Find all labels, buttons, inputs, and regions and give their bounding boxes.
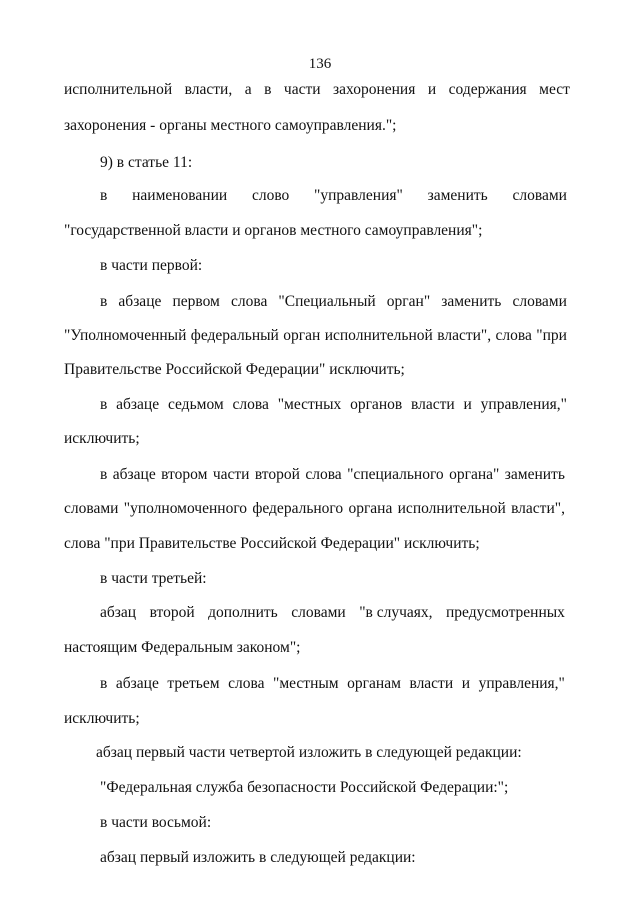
word: абзац	[100, 604, 137, 621]
word: в	[100, 396, 108, 413]
word: в	[100, 187, 108, 204]
word: в	[100, 466, 108, 483]
word: "местным	[273, 675, 339, 692]
word: федерального	[252, 500, 344, 517]
word: мест	[539, 81, 570, 98]
text-line: "государственной власти и органов местного самоуправления";	[64, 222, 483, 239]
text-line	[100, 465, 565, 485]
word: и	[427, 81, 437, 98]
text-line: в части первой:	[100, 257, 203, 274]
word: абзаце	[115, 675, 159, 692]
word: власти",	[437, 327, 492, 344]
text-line	[100, 674, 565, 694]
word: слова	[230, 293, 268, 310]
text-line: слова "при Правительстве Российской Федерации" исключить;	[64, 535, 480, 552]
word: наименовании	[132, 187, 228, 204]
word: "Специальный	[278, 293, 376, 310]
text-line: исключить;	[64, 430, 140, 447]
word: предусмотренных	[446, 604, 565, 621]
word: органам	[347, 675, 401, 692]
word: абзаце	[116, 396, 160, 413]
word: в	[100, 293, 108, 310]
word: слова	[305, 466, 342, 483]
word: слова	[495, 327, 532, 344]
word: слова	[228, 675, 265, 692]
word: власти,	[184, 81, 233, 98]
word: "специального	[347, 466, 444, 483]
word: власти	[409, 675, 454, 692]
word: второй	[149, 604, 195, 621]
word: в	[100, 675, 108, 692]
word: управления,"	[480, 396, 567, 413]
text-line	[64, 499, 565, 519]
word: и	[461, 675, 470, 692]
word: "управления"	[314, 187, 403, 204]
word: управления,"	[478, 675, 565, 692]
word: части	[283, 81, 321, 98]
word: "уполномоченного	[123, 500, 248, 517]
text-line	[64, 326, 567, 346]
word: первом	[172, 293, 220, 310]
text-line	[100, 186, 567, 206]
section-heading: 9) в статье 11:	[100, 154, 193, 171]
word: "местных	[277, 396, 342, 413]
word: заменить	[441, 293, 502, 310]
word: орган"	[386, 293, 431, 310]
word: заменить	[427, 187, 488, 204]
word: слово	[251, 187, 290, 204]
word: исполнительной	[64, 81, 173, 98]
text-line: Правительстве Российской Федерации" исключить;	[64, 361, 405, 378]
page-number: 136	[308, 56, 332, 72]
word: словами	[64, 500, 119, 517]
text-line	[100, 292, 567, 312]
word: части	[212, 466, 250, 483]
word: исполнительной	[324, 327, 433, 344]
word: органа"	[449, 466, 500, 483]
word: абзаце	[112, 466, 156, 483]
text-line: "Федеральная служба безопасности Российской Федерации:";	[100, 779, 509, 796]
text-line	[100, 603, 565, 623]
word: федеральный	[190, 327, 279, 344]
word: "Уполномоченный	[64, 327, 187, 344]
word: а	[244, 81, 252, 98]
word: и	[463, 396, 472, 413]
word: абзаце	[118, 293, 162, 310]
text-line: в части восьмой:	[100, 814, 212, 831]
word: орган	[283, 327, 321, 344]
word: третьем	[167, 675, 220, 692]
text-line	[64, 80, 570, 100]
word: содержания	[448, 81, 527, 98]
word: дополнить	[208, 604, 278, 621]
word: седьмом	[167, 396, 224, 413]
word: заменить	[504, 466, 565, 483]
word: "в случаях,	[359, 604, 433, 621]
text-line	[100, 395, 567, 415]
text-line: захоронения - органы местного самоуправления.";	[64, 117, 397, 134]
word: органов	[350, 396, 403, 413]
word: словами	[512, 293, 567, 310]
word: слова	[232, 396, 269, 413]
word: второй	[254, 466, 300, 483]
word: "при	[536, 327, 567, 344]
word: исполнительной	[397, 500, 506, 517]
word: словами	[291, 604, 346, 621]
word: захоронения	[333, 81, 416, 98]
text-line: настоящим Федеральным законом";	[64, 639, 301, 656]
text-line: абзац первый изложить в следующей редакции:	[100, 849, 416, 866]
word: власти",	[511, 500, 565, 517]
text-line: исключить;	[64, 710, 140, 727]
word: органа	[348, 500, 393, 517]
text-line: абзац первый части четвертой изложить в следующей редакции:	[96, 744, 522, 761]
text-line: в части третьей:	[100, 570, 207, 587]
word: словами	[512, 187, 567, 204]
word: втором	[161, 466, 208, 483]
word: власти	[411, 396, 455, 413]
word: в	[264, 81, 272, 98]
